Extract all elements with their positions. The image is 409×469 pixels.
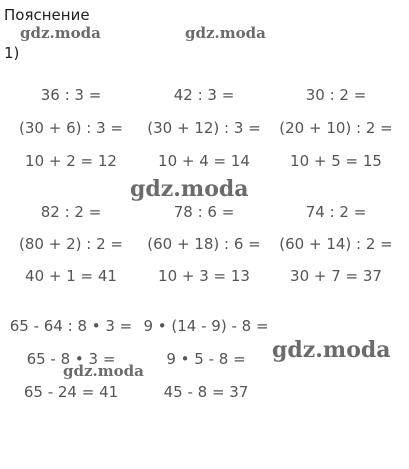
calc-line: (80 + 2) : 2 = [19, 235, 123, 253]
calc-line: 10 + 5 = 15 [290, 152, 382, 170]
watermark: gdz.moda [63, 362, 144, 380]
watermark: gdz.moda [130, 176, 249, 202]
calc-line: 74 : 2 = [305, 203, 367, 221]
calc-line: 65 - 8 • 3 = [26, 350, 116, 368]
calc-line: (30 + 12) : 3 = [147, 119, 261, 137]
calc-line: 65 - 24 = 41 [23, 383, 119, 401]
watermark: gdz.moda [185, 24, 266, 42]
calc-line: (60 + 18) : 6 = [147, 235, 261, 253]
calc-line: 82 : 2 = [40, 203, 102, 221]
calc-line: 65 - 64 : 8 • 3 = [9, 317, 133, 335]
calc-line: 10 + 4 = 14 [158, 152, 250, 170]
section-number: 1) [4, 44, 20, 62]
watermark: gdz.moda [20, 24, 101, 42]
calc-line: 9 • 5 - 8 = [166, 350, 246, 368]
explanation-heading: Пояснение [4, 6, 90, 24]
watermark: gdz.moda [272, 337, 391, 363]
calc-line: (60 + 14) : 2 = [279, 235, 393, 253]
calc-line: 78 : 6 = [173, 203, 235, 221]
calc-line: (30 + 6) : 3 = [19, 119, 123, 137]
calc-line: 10 + 2 = 12 [25, 152, 117, 170]
calc-line: 45 - 8 = 37 [163, 383, 249, 401]
calc-line: 10 + 3 = 13 [158, 267, 250, 285]
calc-line: (20 + 10) : 2 = [279, 119, 393, 137]
calc-line: 36 : 3 = [40, 86, 102, 104]
calc-line: 40 + 1 = 41 [25, 267, 117, 285]
calc-line: 30 + 7 = 37 [290, 267, 382, 285]
calc-line: 30 : 2 = [305, 86, 367, 104]
calc-line: 9 • (14 - 9) - 8 = [143, 317, 269, 335]
calc-line: 42 : 3 = [173, 86, 235, 104]
